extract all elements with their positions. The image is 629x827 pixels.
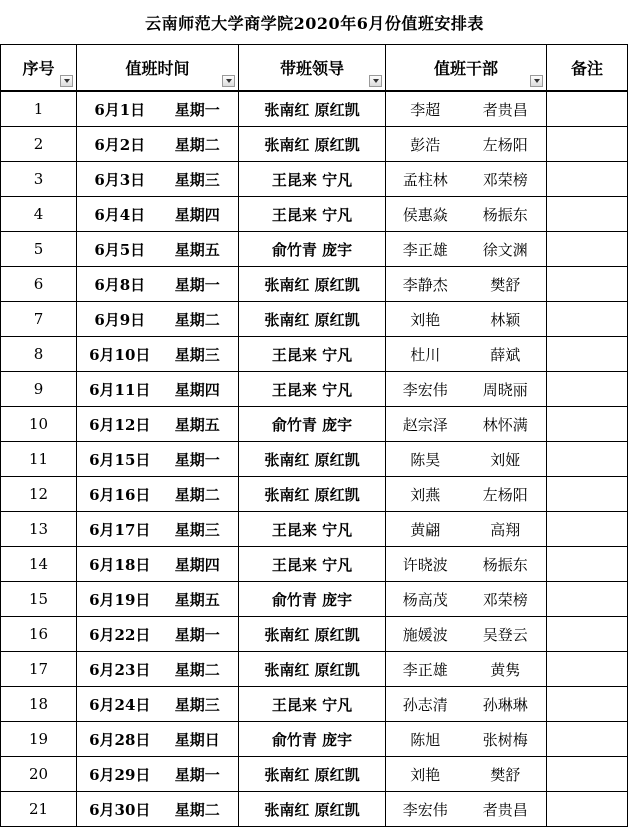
filter-dropdown-icon[interactable] <box>60 75 73 87</box>
table-row <box>1 407 628 442</box>
remark-cell[interactable] <box>547 722 628 757</box>
weekday-cell[interactable]: 星期一 <box>157 757 239 792</box>
weekday-cell[interactable]: 星期三 <box>157 687 239 722</box>
remark-cell[interactable] <box>547 442 628 477</box>
cadre-cell[interactable]: 张树梅 <box>465 722 547 757</box>
leader-cell[interactable]: 张南红 原红凯 <box>239 302 386 337</box>
cadre-cell[interactable]: 孟柱林 <box>386 162 465 197</box>
cadre-cell[interactable]: 左杨阳 <box>465 477 547 512</box>
cadre-cell[interactable]: 李正雄 <box>386 232 465 267</box>
table-row <box>1 687 628 722</box>
table-row <box>1 792 628 827</box>
cadre-cell[interactable]: 左杨阳 <box>465 127 547 162</box>
remark-cell[interactable] <box>547 127 628 162</box>
row-number-cell[interactable]: 1 <box>1 91 77 127</box>
date-cell[interactable]: 6月28日 <box>77 722 157 757</box>
weekday-cell[interactable]: 星期一 <box>157 442 239 477</box>
cadre-cell[interactable]: 邓荣榜 <box>465 582 547 617</box>
date-cell[interactable]: 6月22日 <box>77 617 157 652</box>
row-number-cell[interactable]: 7 <box>1 302 77 337</box>
leader-cell[interactable]: 王昆来 宁凡 <box>239 547 386 582</box>
table-row <box>1 512 628 547</box>
remark-cell[interactable] <box>547 687 628 722</box>
cadre-cell[interactable]: 林颖 <box>465 302 547 337</box>
table-row <box>1 162 628 197</box>
date-cell[interactable]: 6月30日 <box>77 792 157 827</box>
cadre-cell[interactable]: 樊舒 <box>465 757 547 792</box>
cadre-cell[interactable]: 黄翩 <box>386 512 465 547</box>
weekday-cell[interactable]: 星期四 <box>157 372 239 407</box>
row-number-cell[interactable]: 4 <box>1 197 77 232</box>
remark-cell[interactable] <box>547 407 628 442</box>
cadre-cell[interactable]: 高翔 <box>465 512 547 547</box>
remark-cell[interactable] <box>547 512 628 547</box>
row-number-cell[interactable]: 11 <box>1 442 77 477</box>
cadre-cell[interactable]: 李宏伟 <box>386 372 465 407</box>
table-row <box>1 547 628 582</box>
row-number-cell[interactable]: 5 <box>1 232 77 267</box>
remark-cell[interactable] <box>547 197 628 232</box>
row-number-cell[interactable]: 6 <box>1 267 77 302</box>
table-row <box>1 617 628 652</box>
date-cell[interactable]: 6月18日 <box>77 547 157 582</box>
weekday-cell[interactable]: 星期五 <box>157 407 239 442</box>
date-cell[interactable]: 6月9日 <box>77 302 157 337</box>
date-cell[interactable]: 6月2日 <box>77 127 157 162</box>
remark-cell[interactable] <box>547 617 628 652</box>
cadre-cell[interactable]: 邓荣榜 <box>465 162 547 197</box>
table-row <box>1 127 628 162</box>
cadre-cell[interactable]: 刘娅 <box>465 442 547 477</box>
weekday-cell[interactable]: 星期二 <box>157 302 239 337</box>
leader-cell[interactable]: 王昆来 宁凡 <box>239 197 386 232</box>
table-row <box>1 652 628 687</box>
leader-cell[interactable]: 张南红 原红凯 <box>239 91 386 127</box>
header-time <box>77 45 239 92</box>
header-cadre-label: 值班干部 <box>434 59 499 78</box>
cadre-cell[interactable]: 侯惠焱 <box>386 197 465 232</box>
header-row <box>1 45 628 92</box>
cadre-cell[interactable]: 李正雄 <box>386 652 465 687</box>
header-seq <box>1 45 77 92</box>
date-cell[interactable]: 6月15日 <box>77 442 157 477</box>
leader-cell[interactable]: 张南红 原红凯 <box>239 652 386 687</box>
cadre-cell[interactable]: 周晓丽 <box>465 372 547 407</box>
leader-cell[interactable]: 王昆来 宁凡 <box>239 372 386 407</box>
header-seq-label: 序号 <box>22 59 55 78</box>
cadre-cell[interactable]: 杜川 <box>386 337 465 372</box>
weekday-cell[interactable]: 星期四 <box>157 547 239 582</box>
weekday-cell[interactable]: 星期五 <box>157 582 239 617</box>
leader-cell[interactable]: 张南红 原红凯 <box>239 617 386 652</box>
table-row <box>1 442 628 477</box>
leader-cell[interactable]: 张南红 原红凯 <box>239 477 386 512</box>
leader-cell[interactable]: 张南红 原红凯 <box>239 442 386 477</box>
leader-cell[interactable]: 张南红 原红凯 <box>239 757 386 792</box>
cadre-cell[interactable]: 刘艳 <box>386 757 465 792</box>
date-cell[interactable]: 6月4日 <box>77 197 157 232</box>
weekday-cell[interactable]: 星期二 <box>157 792 239 827</box>
date-cell[interactable]: 6月8日 <box>77 267 157 302</box>
cadre-cell[interactable]: 者贵昌 <box>465 91 547 127</box>
table-row <box>1 197 628 232</box>
remark-cell[interactable] <box>547 91 628 127</box>
filter-dropdown-icon[interactable] <box>222 75 235 87</box>
header-time-label: 值班时间 <box>125 59 190 78</box>
remark-cell[interactable] <box>547 337 628 372</box>
cadre-cell[interactable]: 薛斌 <box>465 337 547 372</box>
date-cell[interactable]: 6月12日 <box>77 407 157 442</box>
weekday-cell[interactable]: 星期三 <box>157 162 239 197</box>
row-number-cell[interactable]: 13 <box>1 512 77 547</box>
leader-cell[interactable]: 王昆来 宁凡 <box>239 512 386 547</box>
cadre-cell[interactable]: 吴登云 <box>465 617 547 652</box>
row-number-cell[interactable]: 8 <box>1 337 77 372</box>
table-row <box>1 91 628 127</box>
cadre-cell[interactable]: 李静杰 <box>386 267 465 302</box>
weekday-cell[interactable]: 星期二 <box>157 127 239 162</box>
weekday-cell[interactable]: 星期二 <box>157 477 239 512</box>
table-row <box>1 477 628 512</box>
remark-cell[interactable] <box>547 232 628 267</box>
cadre-cell[interactable]: 施媛波 <box>386 617 465 652</box>
cadre-cell[interactable]: 杨高茂 <box>386 582 465 617</box>
table-row <box>1 232 628 267</box>
header-leader-label: 带班领导 <box>280 59 345 78</box>
leader-cell[interactable]: 张南红 原红凯 <box>239 127 386 162</box>
cadre-cell[interactable]: 孙琳琳 <box>465 687 547 722</box>
leader-cell[interactable]: 俞竹青 庞宇 <box>239 722 386 757</box>
date-cell[interactable]: 6月29日 <box>77 757 157 792</box>
row-number-cell[interactable]: 15 <box>1 582 77 617</box>
date-cell[interactable]: 6月16日 <box>77 477 157 512</box>
weekday-cell[interactable]: 星期一 <box>157 267 239 302</box>
remark-cell[interactable] <box>547 792 628 827</box>
header-leader <box>239 45 386 92</box>
cadre-cell[interactable]: 徐文渊 <box>465 232 547 267</box>
leader-cell[interactable]: 王昆来 宁凡 <box>239 162 386 197</box>
table-row <box>1 372 628 407</box>
row-number-cell[interactable]: 16 <box>1 617 77 652</box>
cadre-cell[interactable]: 刘艳 <box>386 302 465 337</box>
cadre-cell[interactable]: 陈旭 <box>386 722 465 757</box>
header-remark <box>547 45 628 92</box>
date-cell[interactable]: 6月10日 <box>77 337 157 372</box>
leader-cell[interactable]: 俞竹青 庞宇 <box>239 582 386 617</box>
cadre-cell[interactable]: 许晓波 <box>386 547 465 582</box>
remark-cell[interactable] <box>547 582 628 617</box>
remark-cell[interactable] <box>547 372 628 407</box>
remark-cell[interactable] <box>547 652 628 687</box>
remark-cell[interactable] <box>547 302 628 337</box>
cadre-cell[interactable]: 黄隽 <box>465 652 547 687</box>
filter-dropdown-icon[interactable] <box>530 75 543 87</box>
table-row <box>1 582 628 617</box>
leader-cell[interactable]: 俞竹青 庞宇 <box>239 232 386 267</box>
duty-table <box>0 44 628 827</box>
leader-cell[interactable]: 张南红 原红凯 <box>239 792 386 827</box>
row-number-cell[interactable]: 17 <box>1 652 77 687</box>
remark-cell[interactable] <box>547 757 628 792</box>
weekday-cell[interactable]: 星期日 <box>157 722 239 757</box>
row-number-cell[interactable]: 12 <box>1 477 77 512</box>
filter-dropdown-icon[interactable] <box>369 75 382 87</box>
row-number-cell[interactable]: 2 <box>1 127 77 162</box>
cadre-cell[interactable]: 李超 <box>386 91 465 127</box>
date-cell[interactable]: 6月3日 <box>77 162 157 197</box>
leader-cell[interactable]: 王昆来 宁凡 <box>239 687 386 722</box>
weekday-cell[interactable]: 星期三 <box>157 337 239 372</box>
weekday-cell[interactable]: 星期四 <box>157 197 239 232</box>
row-number-cell[interactable]: 3 <box>1 162 77 197</box>
cadre-cell[interactable]: 杨振东 <box>465 547 547 582</box>
row-number-cell[interactable]: 14 <box>1 547 77 582</box>
cadre-cell[interactable]: 杨振东 <box>465 197 547 232</box>
cadre-cell[interactable]: 刘燕 <box>386 477 465 512</box>
weekday-cell[interactable]: 星期一 <box>157 91 239 127</box>
date-cell[interactable]: 6月23日 <box>77 652 157 687</box>
cadre-cell[interactable]: 林怀满 <box>465 407 547 442</box>
date-cell[interactable]: 6月5日 <box>77 232 157 267</box>
leader-cell[interactable]: 俞竹青 庞宇 <box>239 407 386 442</box>
cadre-cell[interactable]: 孙志清 <box>386 687 465 722</box>
row-number-cell[interactable]: 19 <box>1 722 77 757</box>
remark-cell[interactable] <box>547 267 628 302</box>
table-row <box>1 722 628 757</box>
cadre-cell[interactable]: 者贵昌 <box>465 792 547 827</box>
cadre-cell[interactable]: 陈昊 <box>386 442 465 477</box>
row-number-cell[interactable]: 9 <box>1 372 77 407</box>
cadre-cell[interactable]: 赵宗泽 <box>386 407 465 442</box>
weekday-cell[interactable]: 星期三 <box>157 512 239 547</box>
row-number-cell[interactable]: 20 <box>1 757 77 792</box>
leader-cell[interactable]: 张南红 原红凯 <box>239 267 386 302</box>
header-cadre <box>386 45 547 92</box>
remark-cell[interactable] <box>547 477 628 512</box>
table-row <box>1 337 628 372</box>
date-cell[interactable]: 6月19日 <box>77 582 157 617</box>
remark-cell[interactable] <box>547 547 628 582</box>
date-cell[interactable]: 6月17日 <box>77 512 157 547</box>
header-remark-label: 备注 <box>571 59 604 78</box>
table-row <box>1 302 628 337</box>
leader-cell[interactable]: 王昆来 宁凡 <box>239 337 386 372</box>
row-number-cell[interactable]: 18 <box>1 687 77 722</box>
row-number-cell[interactable]: 10 <box>1 407 77 442</box>
remark-cell[interactable] <box>547 162 628 197</box>
cadre-cell[interactable]: 李宏伟 <box>386 792 465 827</box>
sheet-title: 云南师范大学商学院2020年6月份值班安排表 <box>145 13 484 33</box>
table-row <box>1 757 628 792</box>
weekday-cell[interactable]: 星期二 <box>157 652 239 687</box>
weekday-cell[interactable]: 星期一 <box>157 617 239 652</box>
cadre-cell[interactable]: 彭浩 <box>386 127 465 162</box>
table-row <box>1 267 628 302</box>
cadre-cell[interactable]: 樊舒 <box>465 267 547 302</box>
weekday-cell[interactable]: 星期五 <box>157 232 239 267</box>
row-number-cell[interactable]: 21 <box>1 792 77 827</box>
date-cell[interactable]: 6月11日 <box>77 372 157 407</box>
date-cell[interactable]: 6月1日 <box>77 91 157 127</box>
date-cell[interactable]: 6月24日 <box>77 687 157 722</box>
